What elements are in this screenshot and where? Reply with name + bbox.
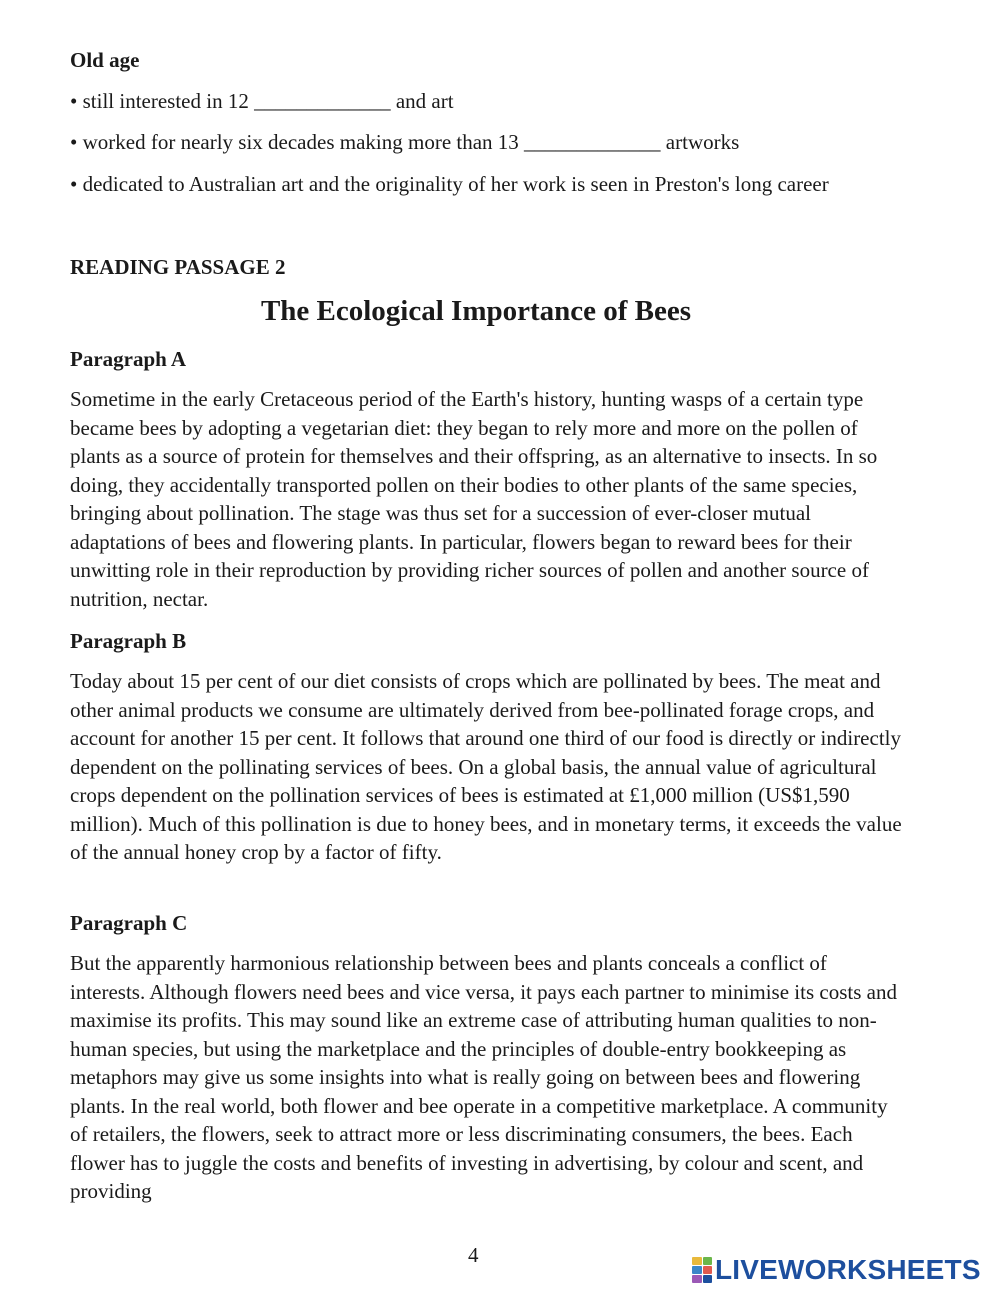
old-age-heading: Old age <box>70 48 140 72</box>
reading-passage-label: READING PASSAGE 2 <box>70 255 286 279</box>
liveworksheets-logo[interactable] <box>692 1255 981 1285</box>
paragraph-a-heading: Paragraph A <box>70 347 187 371</box>
bullet-item-2: • worked for nearly six decades making more than 13 _____________ artworks <box>70 130 740 154</box>
logo-text: LIVEWORKSHEETS <box>715 1254 981 1285</box>
paragraph-b-heading: Paragraph B <box>70 629 187 653</box>
bullet-item-1: • still interested in 12 _____________ and art <box>70 89 454 113</box>
paragraph-b-text: Today about 15 per cent of our diet consists of crops which are pollinated by bees. The meat and other animal products we consume are ultimately derived from bee-pollinated forage crops, and account for another 15 per cent. It follows that around one third of our food is directly or indirectly dependent on the pollinating services of bees. On a global basis, the annual value of agricultural crops dependent on the pollination services of bees is estimated at £1,000 million (US$1,590 million). Much of this pollination is due to honey bees, and in monetary terms, it exceeds the value of the annual honey crop by a factor of fifty. <box>70 669 902 864</box>
passage-title: The Ecological Importance of Bees <box>260 295 692 327</box>
bullet-item-3: • dedicated to Australian art and the originality of her work is seen in Preston's long career <box>70 172 829 196</box>
page-number: 4 <box>468 1243 479 1267</box>
paragraph-c-heading: Paragraph C <box>70 911 188 935</box>
paragraph-a-text: Sometime in the early Cretaceous period of the Earth's history, hunting wasps of a certain type became bees by adopting a vegetarian diet: they began to rely more and more on the pollen of plants as a source of protein for themselves and their offspring, as an alternative to insects. In so doing, they accidentally transported pollen on their bodies to other plants of the same species, bringing about pollination. The stage was thus set for a succession of ever-closer mutual adaptations of bees and flowering plants. In particular, flowers began to reward bees for their unwitting role in their reproduction by providing richer sources of pollen and another source of nutrition, nectar. <box>70 387 878 611</box>
logo-icon <box>692 1257 712 1283</box>
paragraph-c-text: But the apparently harmonious relationship between bees and plants conceals a conflict of interests. Although flowers need bees and vice versa, it pays each partner to minimise its costs and maximise its profits. This may sound like an extreme case of attributing human qualities to non-human species, but using the marketplace and the principles of double-entry bookkeeping as metaphors may give us some insights into what is really going on between bees and flowering plants. In the real world, both flower and bee operate in a competitive marketplace. A community of retailers, the flowers, seek to attract more or less discriminating consumers, the bees. Each flower has to juggle the costs and benefits of investing in advertising, by colour and scent, and providing <box>70 951 897 1203</box>
